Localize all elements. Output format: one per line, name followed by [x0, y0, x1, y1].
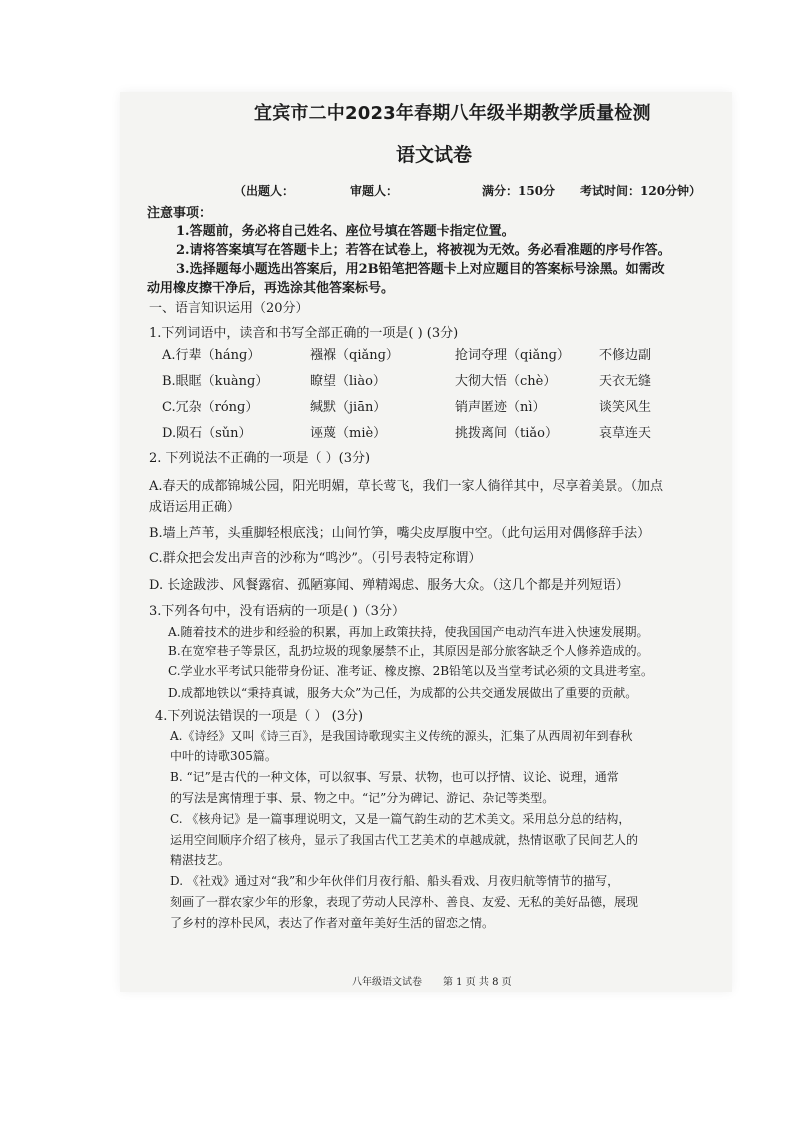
note-item: 1.答题前，务必将自己姓名、座位号填在答题卡指定位置。 [176, 224, 515, 239]
exam-title: 宜宾市二中2023年春期八年级半期教学质量检测 [254, 103, 651, 124]
q4-option-a-cont: 中叶的诗歌305篇。 [170, 749, 277, 763]
q4-option-a: A.《诗经》又叫《诗三百》，是我国诗歌现实主义传统的源头，汇集了从西周初年到春秋 [170, 729, 633, 743]
q1-option-c-2: 缄默（jiān） [310, 400, 387, 415]
q1-option-c-3: 销声匿迹（nì） [455, 400, 546, 415]
footer-page-number: 第 1 页 共 8 页 [443, 977, 512, 988]
question-1-stem: 1.下列词语中，读音和书写全部正确的一项是( ) (3分) [149, 326, 459, 341]
q4-option-c-cont: 运用空间顺序介绍了核舟，显示了我国古代工艺美术的卓越成就，热情讴歌了民间艺人的 [170, 833, 639, 847]
note-item: 3.选择题每小题选出答案后，用2B铅笔把答题卡上对应题目的答案标号涂黑。如需改 [176, 262, 665, 277]
q2-option-b: B.墙上芦苇，头重脚轻根底浅；山间竹笋，嘴尖皮厚腹中空。（此句运用对偶修辞手法） [149, 526, 651, 541]
q1-option-a-1: A.行辈（hánɡ） [162, 348, 261, 363]
q4-option-d-cont: 刻画了一群农家少年的形象，表现了劳动人民淳朴、善良、友爱、无私的美好品德，展现 [170, 895, 639, 909]
q4-option-c: C. 《核舟记》是一篇事理说明文，又是一篇气韵生动的艺术美文。采用总分总的结构， [170, 812, 631, 826]
q2-option-c: C.群众把会发出声音的沙称为“鸣沙”。（引号表特定称谓） [149, 551, 482, 566]
q1-option-c-4: 谈笑风生 [599, 400, 652, 415]
q1-option-a-2: 襁褓（qiǎnɡ） [310, 348, 399, 363]
notes-heading: 注意事项： [147, 206, 213, 221]
footer-exam-name: 八年级语文试卷 [352, 977, 422, 988]
q1-option-a-3: 抢词夺理（qiǎnɡ） [455, 348, 570, 363]
q2-option-d: D. 长途跋涉、风餐露宿、孤陋寡闻、殚精竭虑、服务大众。（这几个都是并列短语） [149, 578, 629, 593]
reviewer-label: 审题人： [350, 184, 399, 198]
q1-option-b-4: 天衣无缝 [599, 374, 652, 389]
q1-option-d-3: 挑拨离间（tiǎo） [455, 426, 558, 441]
q1-option-a-4: 不修边副 [599, 348, 652, 363]
note-item: 动用橡皮擦干净后，再选涂其他答案标号。 [147, 281, 395, 296]
question-4-stem: 4.下列说法错误的一项是（ ） (3分) [155, 709, 364, 724]
q1-option-b-1: B.眼眶（kuànɡ） [162, 374, 269, 389]
q1-option-c-1: C.冗杂（rónɡ） [162, 400, 259, 415]
time-label: 考试时间：120分钟） [580, 184, 702, 198]
q4-option-b: B. “记”是古代的一种文体，可以叙事、写景、状物，也可以抒情、议论、说理，通常 [170, 770, 619, 784]
question-3-stem: 3.下列各句中，没有语病的一项是( )（3分） [149, 604, 405, 619]
score-label: 满分：150分 [482, 184, 556, 198]
exam-subtitle: 语文试卷 [396, 144, 473, 166]
setter-label: （出题人： [234, 184, 295, 198]
note-item: 2.请将答案填写在答题卡上；若答在试卷上，将被视为无效。务必看准题的序号作答。 [176, 243, 671, 258]
q1-option-b-2: 瞭望（liào） [310, 374, 386, 389]
q2-option-a: A.春天的成都锦城公园，阳光明媚，草长莺飞，我们一家人徜徉其中，尽享着美景。（加点 [149, 479, 664, 494]
q3-option-c: C.学业水平考试只能带身份证、准考证、橡皮擦、2B铅笔以及当堂考试必须的文具进考室。 [168, 664, 654, 678]
q1-option-b-3: 大彻大悟（chè） [455, 374, 557, 389]
section-title: 一、语言知识运用（20分） [149, 301, 309, 316]
q1-option-d-1: D.陨石（sǔn） [162, 426, 252, 441]
q3-option-a: A.随着技术的进步和经验的积累，再加上政策扶持，使我国国产电动汽车进入快速发展期。 [168, 625, 649, 639]
question-2-stem: 2. 下列说法不正确的一项是（ ）(3分) [149, 451, 371, 466]
q4-option-d: D. 《社戏》通过对“我”和少年伙伴们月夜行船、船头看戏、月夜归航等情节的描写， [170, 874, 620, 888]
q4-option-b-cont: 的写法是寓情理于事、景、物之中。“记”分为碑记、游记、杂记等类型。 [170, 791, 555, 805]
q1-option-d-4: 哀草连天 [599, 426, 652, 441]
q2-option-a-cont: 成语运用正确） [149, 500, 241, 515]
q3-option-d: D.成都地铁以“秉持真诚，服务大众”为己任，为成都的公共交通发展做出了重要的贡献。 [168, 686, 638, 700]
q3-option-b: B.在宽窄巷子等景区，乱扔垃圾的现象屡禁不止，其原因是部分旅客缺乏个人修养造成的。 [168, 644, 649, 658]
q4-option-d-cont2: 了乡村的淳朴民风，表达了作者对童年美好生活的留恋之情。 [170, 916, 495, 930]
q1-option-d-2: 诬蔑（miè） [310, 426, 387, 441]
q4-option-c-cont2: 精湛技艺。 [170, 853, 231, 867]
